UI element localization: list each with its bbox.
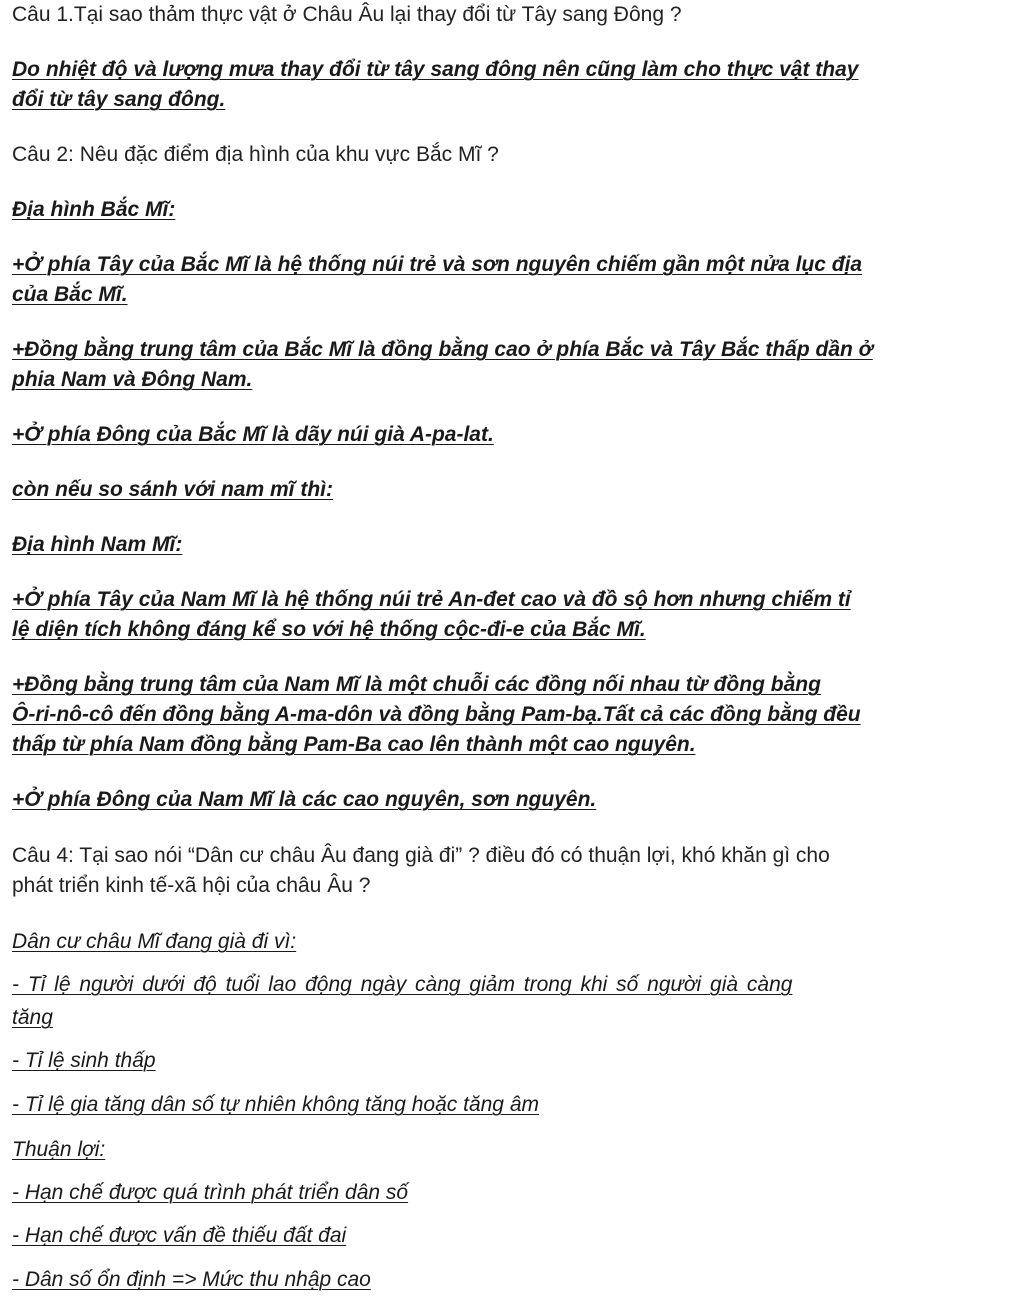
compare-line: còn nếu so sánh với nam mĩ thì:	[12, 478, 333, 501]
question-4-line-2: phát triển kinh tế-xã hội của châu Âu ?	[12, 874, 371, 897]
reason-1-line-1: - Tỉ lệ người dưới độ tuổi lao động ngày càng giảm trong khi số người già càng	[12, 973, 793, 996]
south-center-line-1: +Đồng bằng trung tâm của Nam Mĩ là một chuỗi các đồng nối nhau từ đồng bằng	[12, 673, 821, 696]
north-west-line-2: của Bắc Mĩ.	[12, 283, 128, 306]
advantage-1: - Hạn chế được quá trình phát triển dân số	[12, 1181, 409, 1204]
advantage-2: - Hạn chế được vấn đề thiếu đất đai	[12, 1224, 347, 1247]
south-center-line-3: thấp từ phía Nam đồng bằng Pam-Ba cao lên thành một cao nguyên.	[12, 733, 696, 756]
south-east-line: +Ở phía Đông của Nam Mĩ là các cao nguyên, sơn nguyên.	[12, 788, 597, 811]
reason-heading: Dân cư châu Mĩ đang già đi vì:	[12, 930, 297, 953]
advantage-3: - Dân số ổn định => Mức thu nhập cao	[12, 1268, 371, 1291]
south-west-line-1: +Ở phía Tây của Nam Mĩ là hệ thống núi trẻ An-đet cao và đồ sộ hơn nhưng chiếm tỉ	[12, 588, 851, 611]
reason-3: - Tỉ lệ gia tăng dân số tự nhiên không tăng hoặc tăng âm	[12, 1093, 539, 1116]
north-west-line-1: +Ở phía Tây của Bắc Mĩ là hệ thống núi trẻ và sơn nguyên chiếm gần một nửa lục địa	[12, 253, 863, 276]
answer-1-line-1: Do nhiệt độ và lượng mưa thay đổi từ tây sang đông nên cũng làm cho thực vật thay	[12, 58, 859, 81]
south-west-line-2: lệ diện tích không đáng kể so với hệ thống cộc-đi-e của Bắc Mĩ.	[12, 618, 646, 641]
answer-1-line-2: đổi từ tây sang đông.	[12, 88, 226, 111]
north-center-line-1: +Đồng bằng trung tâm của Bắc Mĩ là đồng bằng cao ở phía Bắc và Tây Bắc thấp dần ở	[12, 338, 873, 361]
north-center-line-2: phia Nam và Đông Nam.	[12, 368, 253, 391]
south-center-line-2: Ô-ri-nô-cô đến đồng bằng A-ma-dôn và đồng bằng Pam-bạ.Tất cả các đồng bằng đều	[12, 703, 861, 726]
advantage-heading: Thuận lợi:	[12, 1138, 106, 1161]
question-4-line-1: Câu 4: Tại sao nói “Dân cư châu Âu đang già đi” ? điều đó có thuận lợi, khó khăn gì cho	[12, 844, 830, 867]
reason-1-line-2: tăng	[12, 1006, 53, 1029]
question-2: Câu 2: Nêu đặc điểm địa hình của khu vực Bắc Mĩ ?	[12, 143, 499, 166]
north-america-heading: Địa hình Bắc Mĩ:	[12, 198, 176, 221]
north-east-line: +Ở phía Đông của Bắc Mĩ là dãy núi già A-pa-lat.	[12, 423, 494, 446]
question-1: Câu 1.Tại sao thảm thực vật ở Châu Âu lại thay đổi từ Tây sang Đông ?	[12, 3, 682, 26]
reason-2: - Tỉ lệ sinh thấp	[12, 1049, 156, 1072]
south-america-heading: Địa hình Nam Mĩ:	[12, 533, 183, 556]
